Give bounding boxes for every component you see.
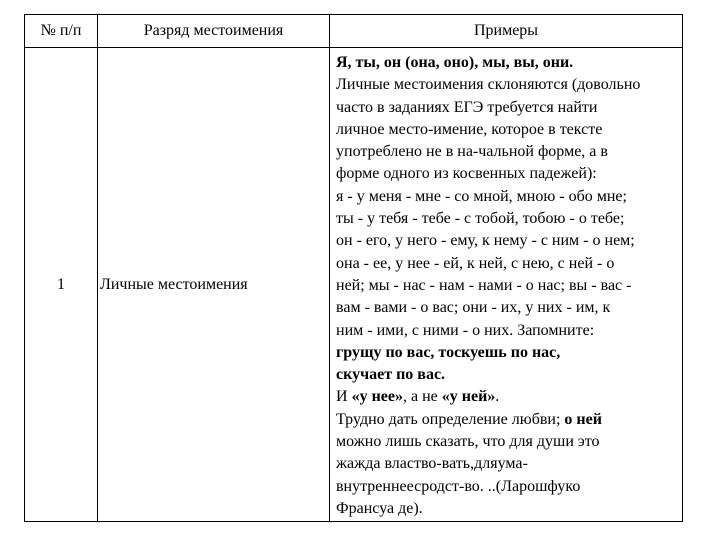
header-category: Разряд местоимения bbox=[98, 15, 330, 48]
example-line bbox=[336, 476, 680, 498]
example-line bbox=[336, 453, 680, 475]
example-segment: . bbox=[495, 388, 500, 406]
example-line bbox=[336, 275, 680, 297]
example-segment: можно лишь сказать, что для души это bbox=[336, 433, 600, 451]
example-segment: Личные местоимения склоняются (довольно bbox=[336, 76, 641, 94]
example-line bbox=[336, 498, 680, 520]
example-segment: внутреннее bbox=[336, 477, 415, 495]
example-segment: личное место-имение, которое в тексте bbox=[336, 120, 603, 138]
example-segment: он - его, у него - ему, к нему - с ним - о нем; bbox=[336, 232, 635, 250]
table-row bbox=[25, 48, 683, 522]
example-line bbox=[336, 74, 680, 96]
example-segment: часто в заданиях ЕГЭ требуется найти bbox=[336, 98, 598, 116]
example-segment: - bbox=[522, 455, 528, 473]
example-segment: , а не bbox=[402, 388, 442, 406]
row-examples bbox=[330, 48, 683, 522]
example-segment: ним - ими, с ними - о них. Запомните: bbox=[336, 321, 595, 339]
example-line bbox=[336, 97, 680, 119]
example-segment: форме одного из косвенных падежей): bbox=[336, 165, 597, 183]
header-examples: Примеры bbox=[330, 15, 683, 48]
example-line bbox=[336, 208, 680, 230]
header-row bbox=[25, 15, 683, 48]
header-number: № п/п bbox=[25, 15, 98, 48]
example-line bbox=[336, 230, 680, 252]
example-line bbox=[336, 253, 680, 275]
example-segment: грущу по вас, тоскуешь по нас, bbox=[336, 343, 561, 361]
example-line bbox=[336, 409, 680, 431]
example-segment: она - ее, у нее - ей, к ней, с нею, с ней - о bbox=[336, 254, 615, 272]
row-category: Личные местоимения bbox=[98, 48, 330, 522]
example-segment: «у ней» bbox=[441, 388, 496, 406]
example-line bbox=[336, 297, 680, 319]
example-line bbox=[336, 342, 680, 364]
example-segment: ты - у тебя - тебе - с тобой, тобою - о тебе; bbox=[336, 210, 625, 228]
example-segment: жажда властво-вать, bbox=[336, 455, 475, 473]
example-segment: ней; мы - нас - нам - нами - о нас; вы - вас - bbox=[336, 276, 632, 294]
example-line bbox=[336, 186, 680, 208]
example-segment: И bbox=[336, 388, 352, 406]
example-line bbox=[336, 119, 680, 141]
pronoun-table bbox=[24, 14, 683, 522]
example-line bbox=[336, 320, 680, 342]
example-line bbox=[336, 141, 680, 163]
row-number: 1 bbox=[25, 48, 98, 522]
example-segment: вам - вами - о вас; они - их, у них - им, к bbox=[336, 299, 611, 317]
example-line bbox=[336, 364, 680, 386]
example-segment: «у нее» bbox=[351, 388, 403, 406]
example-line bbox=[336, 163, 680, 185]
example-segment: скучает по вас. bbox=[336, 366, 446, 384]
example-line bbox=[336, 431, 680, 453]
example-segment: сродст-во. ..(Ларошфуко bbox=[414, 477, 581, 495]
example-line bbox=[336, 386, 680, 408]
examples-text bbox=[336, 52, 680, 520]
example-segment: для bbox=[474, 455, 498, 473]
example-segment: употреблено не в на-чальной форме, а в bbox=[336, 143, 608, 161]
example-segment: Я, ты, он (она, оно), мы, вы, они. bbox=[336, 54, 574, 71]
example-segment: Трудно дать определение любви; bbox=[336, 410, 565, 428]
example-segment: ума bbox=[497, 455, 523, 473]
example-line bbox=[336, 52, 680, 74]
example-segment: Франсуа де). bbox=[336, 499, 423, 517]
example-segment: о ней bbox=[564, 410, 602, 428]
example-segment: я - у меня - мне - со мной, мною - обо мне; bbox=[336, 187, 627, 205]
